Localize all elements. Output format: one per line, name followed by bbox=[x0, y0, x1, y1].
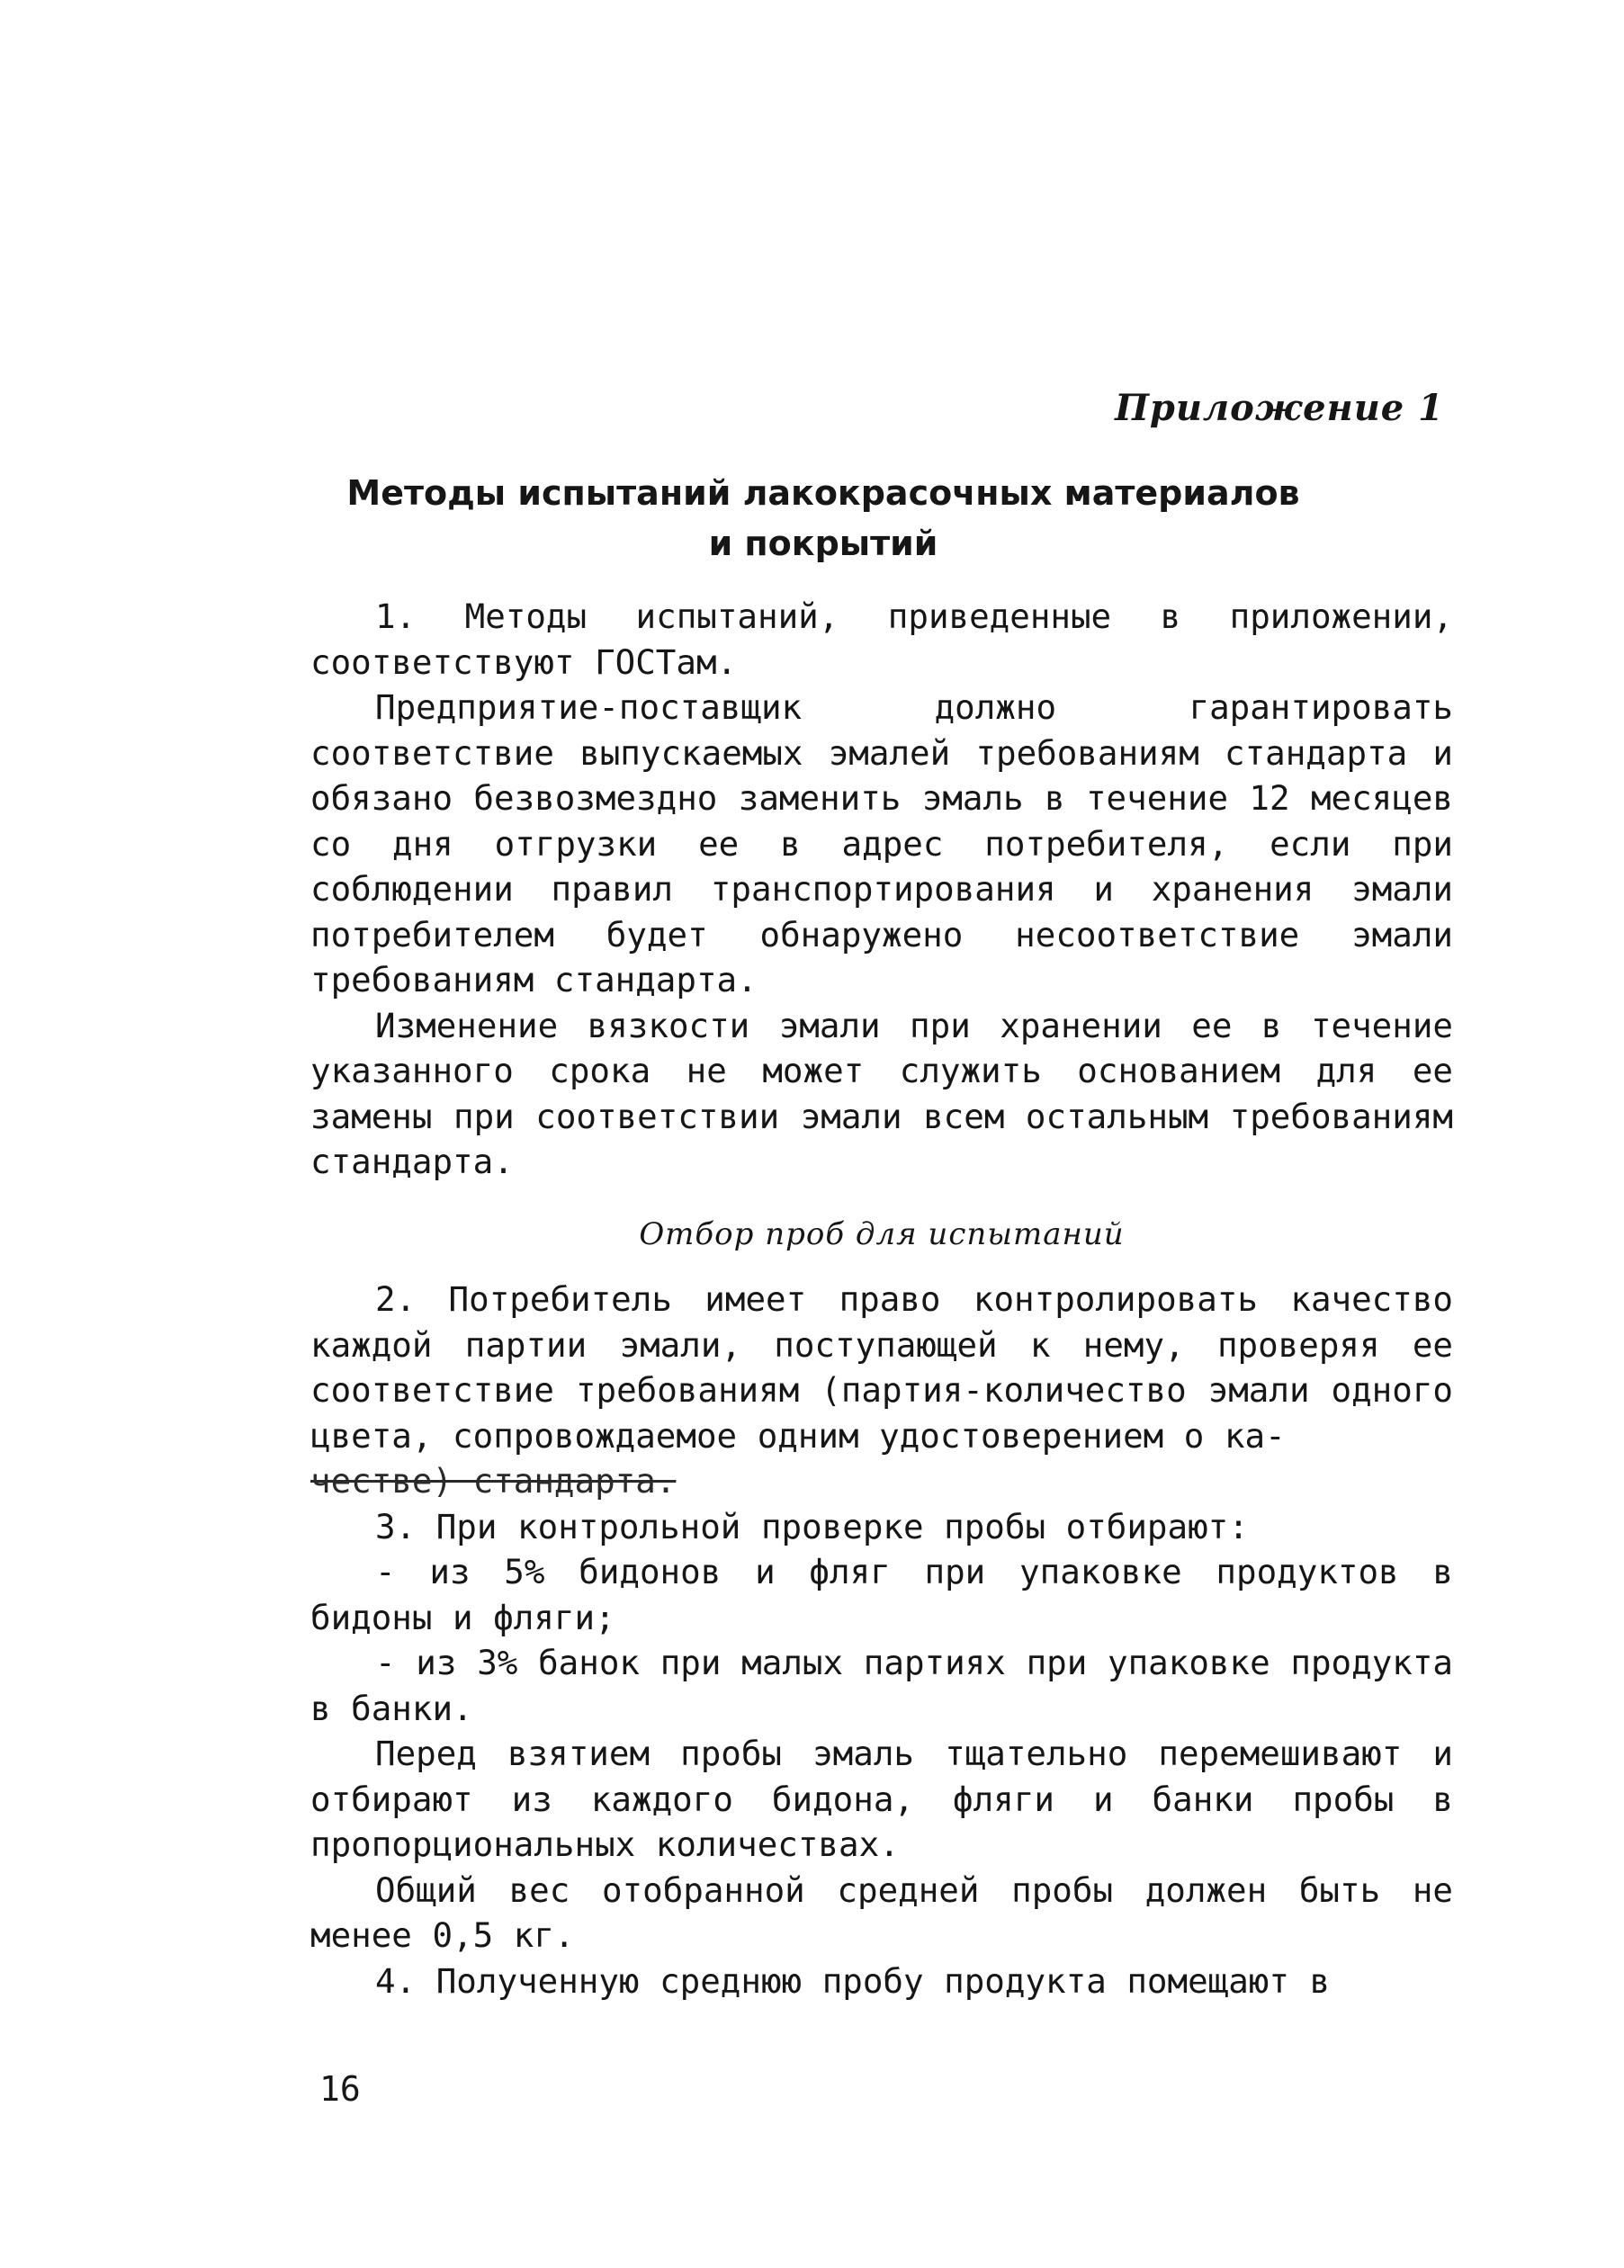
paragraph-4-struck-text: честве) стандарта. bbox=[310, 1461, 677, 1501]
section-subheading: Отбор проб для испытаний bbox=[639, 1215, 1125, 1252]
title-line-1: Методы испытаний лакокрасочных материалов bbox=[346, 473, 1300, 513]
appendix-label: Приложение 1 bbox=[1115, 387, 1444, 429]
paragraph-5: 3. При контрольной проверке пробы отбирают: bbox=[375, 1506, 1249, 1546]
document-body bbox=[310, 594, 1453, 2004]
paragraph-6: - из 5% бидонов и фляг при упаковке продуктов в бидоны и фляги; bbox=[310, 1552, 1453, 1637]
page-number: 16 bbox=[319, 2069, 361, 2109]
paragraph-1: 1. Методы испытаний, приведенные в приложении, соответствуют ГОСТам. bbox=[310, 596, 1453, 682]
paragraph-2: Предприятие-поставщик должно гарантировать соответствие выпускаемых эмалей требованиям стандарта и обязано безвозмездно заменить эмаль в течение 12 месяцев со дня отгрузки ее в адрес потребителя, если при соблюдении правил транспортирования и хранения эмали потребителем будет обнаружено несоответствие эмали требованиям стандарта. bbox=[310, 687, 1453, 1000]
document-title bbox=[270, 468, 1377, 569]
paragraph-3: Изменение вязкости эмали при хранении ее в течение указанного срока не может служить основанием для ее замены при соответствии эмали всем остальным требованиям стандарта. bbox=[310, 1005, 1453, 1181]
paragraph-10: 4. Полученную среднюю пробу продукта помещают в bbox=[375, 1960, 1331, 2001]
paragraph-7: - из 3% банок при малых партиях при упаковке продукта в банки. bbox=[310, 1643, 1453, 1728]
paragraph-4-text: 2. Потребитель имеет право контролировать качество каждой партии эмали, поступающей к нему, проверяя ее соответствие требованиям (партия-количество эмали одного цвета, сопровождаемое одним удостоверением о ка- bbox=[310, 1279, 1453, 1456]
paragraph-4 bbox=[310, 1277, 1453, 1504]
paragraph-9: Общий вес отобранной средней пробы должен быть не менее 0,5 кг. bbox=[310, 1869, 1453, 1955]
title-line-2: и покрытий bbox=[708, 524, 938, 563]
paragraph-8: Перед взятием пробы эмаль тщательно перемешивают и отбирают из каждого бидона, фляги и банки пробы в пропорциональных количествах. bbox=[310, 1734, 1453, 1864]
